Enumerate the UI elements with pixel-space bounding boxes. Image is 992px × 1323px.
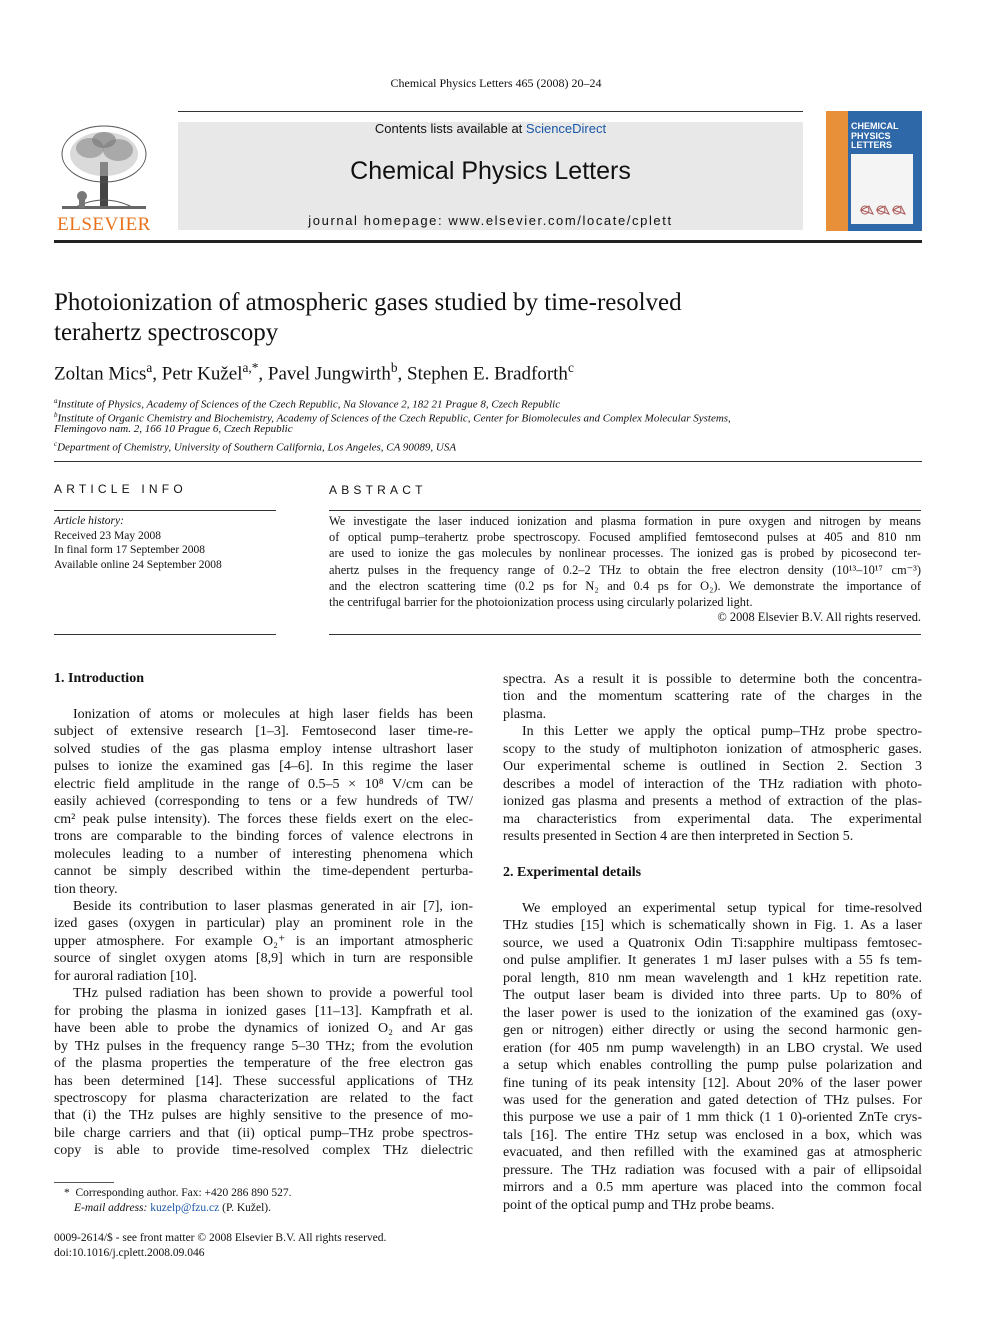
elsevier-tree-icon xyxy=(54,122,154,214)
abstract-heading: ABSTRACT xyxy=(329,483,427,497)
text-line: source of singlet oxygen atoms [8,9] which in turn are responsible xyxy=(54,951,473,967)
text-line: fine tuning of its peak intensity [12]. About 20% of the laser power xyxy=(503,1075,922,1091)
text-line: has been determined [14]. These successful applications of THz xyxy=(54,1073,473,1089)
bottom-meta xyxy=(54,1231,386,1260)
abstract-line: We investigate the laser induced ionization and plasma formation in pure oxygen and nitrogen by means xyxy=(329,514,921,528)
author-list: Zoltan Mics$^a$, Petr Kužel$^{a,*}$, Pavel Jungwirth$^b$, Stephen E. Bradforth$^c$ xyxy=(54,360,574,385)
text-line: trons are comparable to the binding forces of valence electrons in xyxy=(54,829,473,845)
text-line: copy is able to provide time-resolved complex THz dielectric xyxy=(54,1143,473,1159)
author-affil-mark: b xyxy=(390,360,398,375)
info-rule xyxy=(54,510,276,511)
elsevier-wordmark: ELSEVIER xyxy=(57,214,151,235)
text-line: molecules leading to a number of interesting phenomena which xyxy=(54,846,473,862)
text-line: describes a model of interaction of the THz radiation with photo- xyxy=(503,776,922,792)
affil-text: Institute of Organic Chemistry and Biochemistry, Academy of Sciences of the Czech Republic, Center for Biomolecules and Complex Molecular Systems, xyxy=(57,412,731,425)
final-form-date: In final form 17 September 2008 xyxy=(54,544,206,556)
right-column xyxy=(503,671,922,846)
abstract-copyright: © 2008 Elsevier B.V. All rights reserved. xyxy=(717,610,921,624)
text-line: ized gases (oxygen in particular) play an prominent role in the xyxy=(54,916,473,932)
abstract-text xyxy=(329,513,921,610)
author-name: Stephen E. Bradforth xyxy=(407,363,568,385)
journal-citation: Chemical Physics Letters 465 (2008) 20–24 xyxy=(390,76,602,90)
journal-cover xyxy=(826,111,922,231)
text-line: THz pulsed radiation has been shown to provide a powerful tool xyxy=(73,986,473,1002)
text-line: was used for the generation and gated detection of THz pulses. For xyxy=(503,1092,922,1108)
abstract-line: and the electron scattering time (0.2 ps for N₂ and 0.4 ps for O₂). We demonstrate the importance of xyxy=(329,578,921,593)
text-line: the laser power is used to the ionization of the examined gas (oxy- xyxy=(503,1005,922,1021)
text-line: Our experimental scheme is outlined in Section 2. Section 3 xyxy=(503,759,922,775)
text-line: cannot be simply described within the time-dependent perturba- xyxy=(54,864,473,880)
text-line: pressure. The THz radiation was focused with a pair of ellipsoidal xyxy=(503,1162,922,1178)
text-line: solved studies of the gas plasma employ intense ultrashort laser xyxy=(54,741,473,757)
contents-line xyxy=(178,121,803,136)
abstract-line: of optical pump–terahertz probe spectroscopy. Focused amplified femtosecond pulses at 405 and 810 nm xyxy=(329,530,921,545)
affil-text: Institute of Physics, Academy of Sciences of the Czech Republic, Na Slovance 2, 182 21 Prague 8, Czech Republic xyxy=(57,398,561,411)
online-date: Available online 24 September 2008 xyxy=(54,558,222,571)
affil-text: Department of Chemistry, University of Southern California, Los Angeles, CA 90089, USA xyxy=(57,441,457,454)
text-line: this purpose we use a pair of 1 mm thick (1 1 0)-oriented ZnTe crys- xyxy=(503,1110,922,1126)
journal-homepage: journal homepage: www.elsevier.com/locate/cplett xyxy=(308,213,673,228)
author-name: Pavel Jungwirth xyxy=(267,363,391,385)
text-line: point of the optical pump and THz probe beams. xyxy=(503,1197,775,1213)
text-line: gen or nitrogen) either directly or using the second harmonic gen- xyxy=(503,1023,922,1039)
text-line: for probing the plasma in ionized gases [11–13]. Kampfrath et al. xyxy=(54,1003,473,1019)
header-top-rule xyxy=(178,111,803,112)
text-line: pulses to ionize the examined gas [4–6]. In this regime the laser xyxy=(54,759,473,775)
text-line: results presented in Section 4 are then interpreted in Section 5. xyxy=(503,829,854,845)
text-line: for auroral radiation [10]. xyxy=(54,968,198,984)
abstract-rule xyxy=(329,510,921,511)
footnote-star: * xyxy=(64,1187,70,1199)
contents-prefix: Contents lists available at xyxy=(374,121,526,136)
author-name: Petr Kužel xyxy=(161,363,243,385)
journal-title: Chemical Physics Letters xyxy=(350,157,631,185)
author-affil-mark: a,* xyxy=(242,360,259,375)
text-line: We employed an experimental setup typical for time-resolved xyxy=(522,901,922,916)
text-line: Beside its contribution to laser plasmas generated in air [7], ion- xyxy=(73,898,473,914)
affiliation xyxy=(54,437,914,455)
text-line: In this Letter we apply the optical pump–THz probe spectro- xyxy=(522,724,922,740)
info-bottom-rule xyxy=(54,634,276,635)
abstract-line: ahertz pulses in the frequency range of 0.2–2 THz to obtain the free electron density (10¹³–10¹⁷ cm⁻³) xyxy=(329,562,921,577)
footnote-rule xyxy=(54,1182,114,1183)
article-title xyxy=(54,288,914,348)
text-line: cm² peak pulse intensity). The forces these fields exert on the elec- xyxy=(54,811,473,827)
text-line: mirrors and a 0.5 mm aperture was placed into the common focal xyxy=(503,1180,922,1196)
affil-text: Flemingovo nam. 2, 166 10 Prague 6, Czech Republic xyxy=(54,423,293,435)
text-line: spectra. As a result it is possible to determine both the concentra- xyxy=(503,672,922,687)
cover-title-line: LETTERS xyxy=(851,140,893,150)
author-affil-mark: a xyxy=(146,360,153,375)
text-line: source, we used a Quatronix Odin Ti:sapphire multipass femtosec- xyxy=(503,935,922,951)
history-label: Article history: xyxy=(54,515,124,527)
issn-line: 0009-2614/$ - see front matter © 2008 Elsevier B.V. All rights reserved. xyxy=(54,1232,387,1244)
cover-title xyxy=(851,122,899,151)
affiliation xyxy=(54,422,914,437)
text-line: a setup which enables controlling the pump pulse polarization and xyxy=(503,1058,922,1074)
text-line: easily achieved (corresponding to tens or a few hundreds of TW/ xyxy=(54,794,473,810)
text-line: eration (for 405 nm pump wavelength) in an LBO crystal. We used xyxy=(503,1040,922,1056)
doi-line: doi:10.1016/j.cplett.2008.09.046 xyxy=(54,1246,205,1259)
author-affil-mark: c xyxy=(567,360,574,375)
text-line: poral length, 810 nm mean wavelength and 1 kHz repetition rate. xyxy=(503,970,922,986)
continued-paragraph xyxy=(503,671,922,723)
header-bottom-rule xyxy=(54,240,922,243)
author-name: Zoltan Mics xyxy=(54,363,147,385)
cover-artwork xyxy=(851,154,913,224)
email-link[interactable]: kuzelp@fzu.cz xyxy=(150,1201,220,1214)
cover-title-line: CHEMICAL xyxy=(851,121,899,131)
abstract-line: are used to ionize the gas molecules by nonlinear processes. The ionized gas is probed by picosecond ter- xyxy=(329,546,921,561)
text-line: tion and the momentum scattering rate of the charges in the xyxy=(503,689,922,705)
elsevier-logo xyxy=(54,122,154,235)
affil-mark: b xyxy=(54,411,58,419)
article-title-line: Photoionization of atmospheric gases studied by time-resolved xyxy=(54,289,682,316)
experimental-column xyxy=(503,900,922,1214)
received-date: Received 23 May 2008 xyxy=(54,529,161,542)
abstract-bottom-rule xyxy=(329,634,921,635)
text-line: tion theory. xyxy=(54,881,118,897)
text-line: ionized gas plasma and presents a method of extraction of the plas- xyxy=(503,794,922,810)
intro-paragraph-2 xyxy=(54,898,473,985)
text-line: ond pulse amplifier. It generates 1 mJ laser pulses with a 55 fs tem- xyxy=(503,953,922,969)
text-line: by THz pulses in the frequency range 5–30 THz; from the evolution xyxy=(54,1038,473,1054)
section-heading-introduction: 1. Introduction xyxy=(54,671,144,686)
text-line: plasma. xyxy=(503,706,547,722)
text-line: spectroscopy for plasma characterization are related to the fact xyxy=(54,1090,473,1106)
footnote xyxy=(54,1186,292,1215)
cover-title-line: PHYSICS xyxy=(851,130,891,141)
article-info-heading: ARTICLE INFO xyxy=(54,482,187,496)
text-line: have been able to probe the dynamics of ionized O₂ and Ar gas xyxy=(54,1021,473,1037)
text-line: evacuated, and then refilled with the examined gas at atmospheric xyxy=(503,1145,922,1161)
intro-column xyxy=(54,706,473,1160)
affil-rule xyxy=(54,461,922,462)
text-line: bile charge carriers and that (ii) optical pump–THz probe spectros- xyxy=(54,1125,473,1141)
text-line: The output laser beam is divided into three parts. Up to 80% of xyxy=(503,988,922,1004)
text-line: scopy to the study of multiphoton ionization of atmospheric gases. xyxy=(503,741,922,757)
sciencedirect-link[interactable]: ScienceDirect xyxy=(525,121,607,136)
text-line: tals [16]. The entire THz setup was enclosed in a box, which was xyxy=(503,1127,922,1143)
intro-paragraph-3 xyxy=(54,985,473,1160)
affil-mark: c xyxy=(54,440,58,448)
text-line: THz studies [15] which is schematically shown in Fig. 1. As a laser xyxy=(503,918,922,934)
email-label: E-mail address: xyxy=(74,1201,148,1214)
molecule-icon xyxy=(851,154,913,224)
text-line: electric field amplitude in the range of 0.5–5 × 10⁸ V/cm can be xyxy=(54,776,473,792)
experimental-paragraph xyxy=(503,900,922,1214)
text-line: subject of extensive research [1–3]. Femtosecond laser time-re- xyxy=(54,724,473,740)
text-line: of the plasma properties the temperature of the free electron gas xyxy=(54,1056,473,1072)
text-line: upper atmosphere. For example O₂⁺ is an important atmospheric xyxy=(54,933,473,949)
text-line: that (i) the THz pulses are highly sensitive to the presence of mo- xyxy=(54,1108,473,1124)
corresponding-author: Corresponding author. Fax: +420 286 890 527. xyxy=(75,1187,292,1199)
section-heading-experimental: 2. Experimental details xyxy=(503,865,642,880)
article-title-line: terahertz spectroscopy xyxy=(54,319,279,346)
abstract-line: the centrifugal barrier for the photoionization process using circularly polarized light. xyxy=(329,595,753,610)
intro-paragraph-1 xyxy=(54,706,473,898)
affil-mark: a xyxy=(54,397,58,405)
email-owner: (P. Kužel). xyxy=(222,1201,271,1214)
letter-paragraph xyxy=(503,723,922,845)
article-history xyxy=(54,514,222,572)
text-line: Ionization of atoms or molecules at high laser fields has been xyxy=(73,707,473,722)
text-line: ma characteristics from experimental data. The experimental xyxy=(503,811,922,827)
cover-side-stripe xyxy=(826,111,848,231)
